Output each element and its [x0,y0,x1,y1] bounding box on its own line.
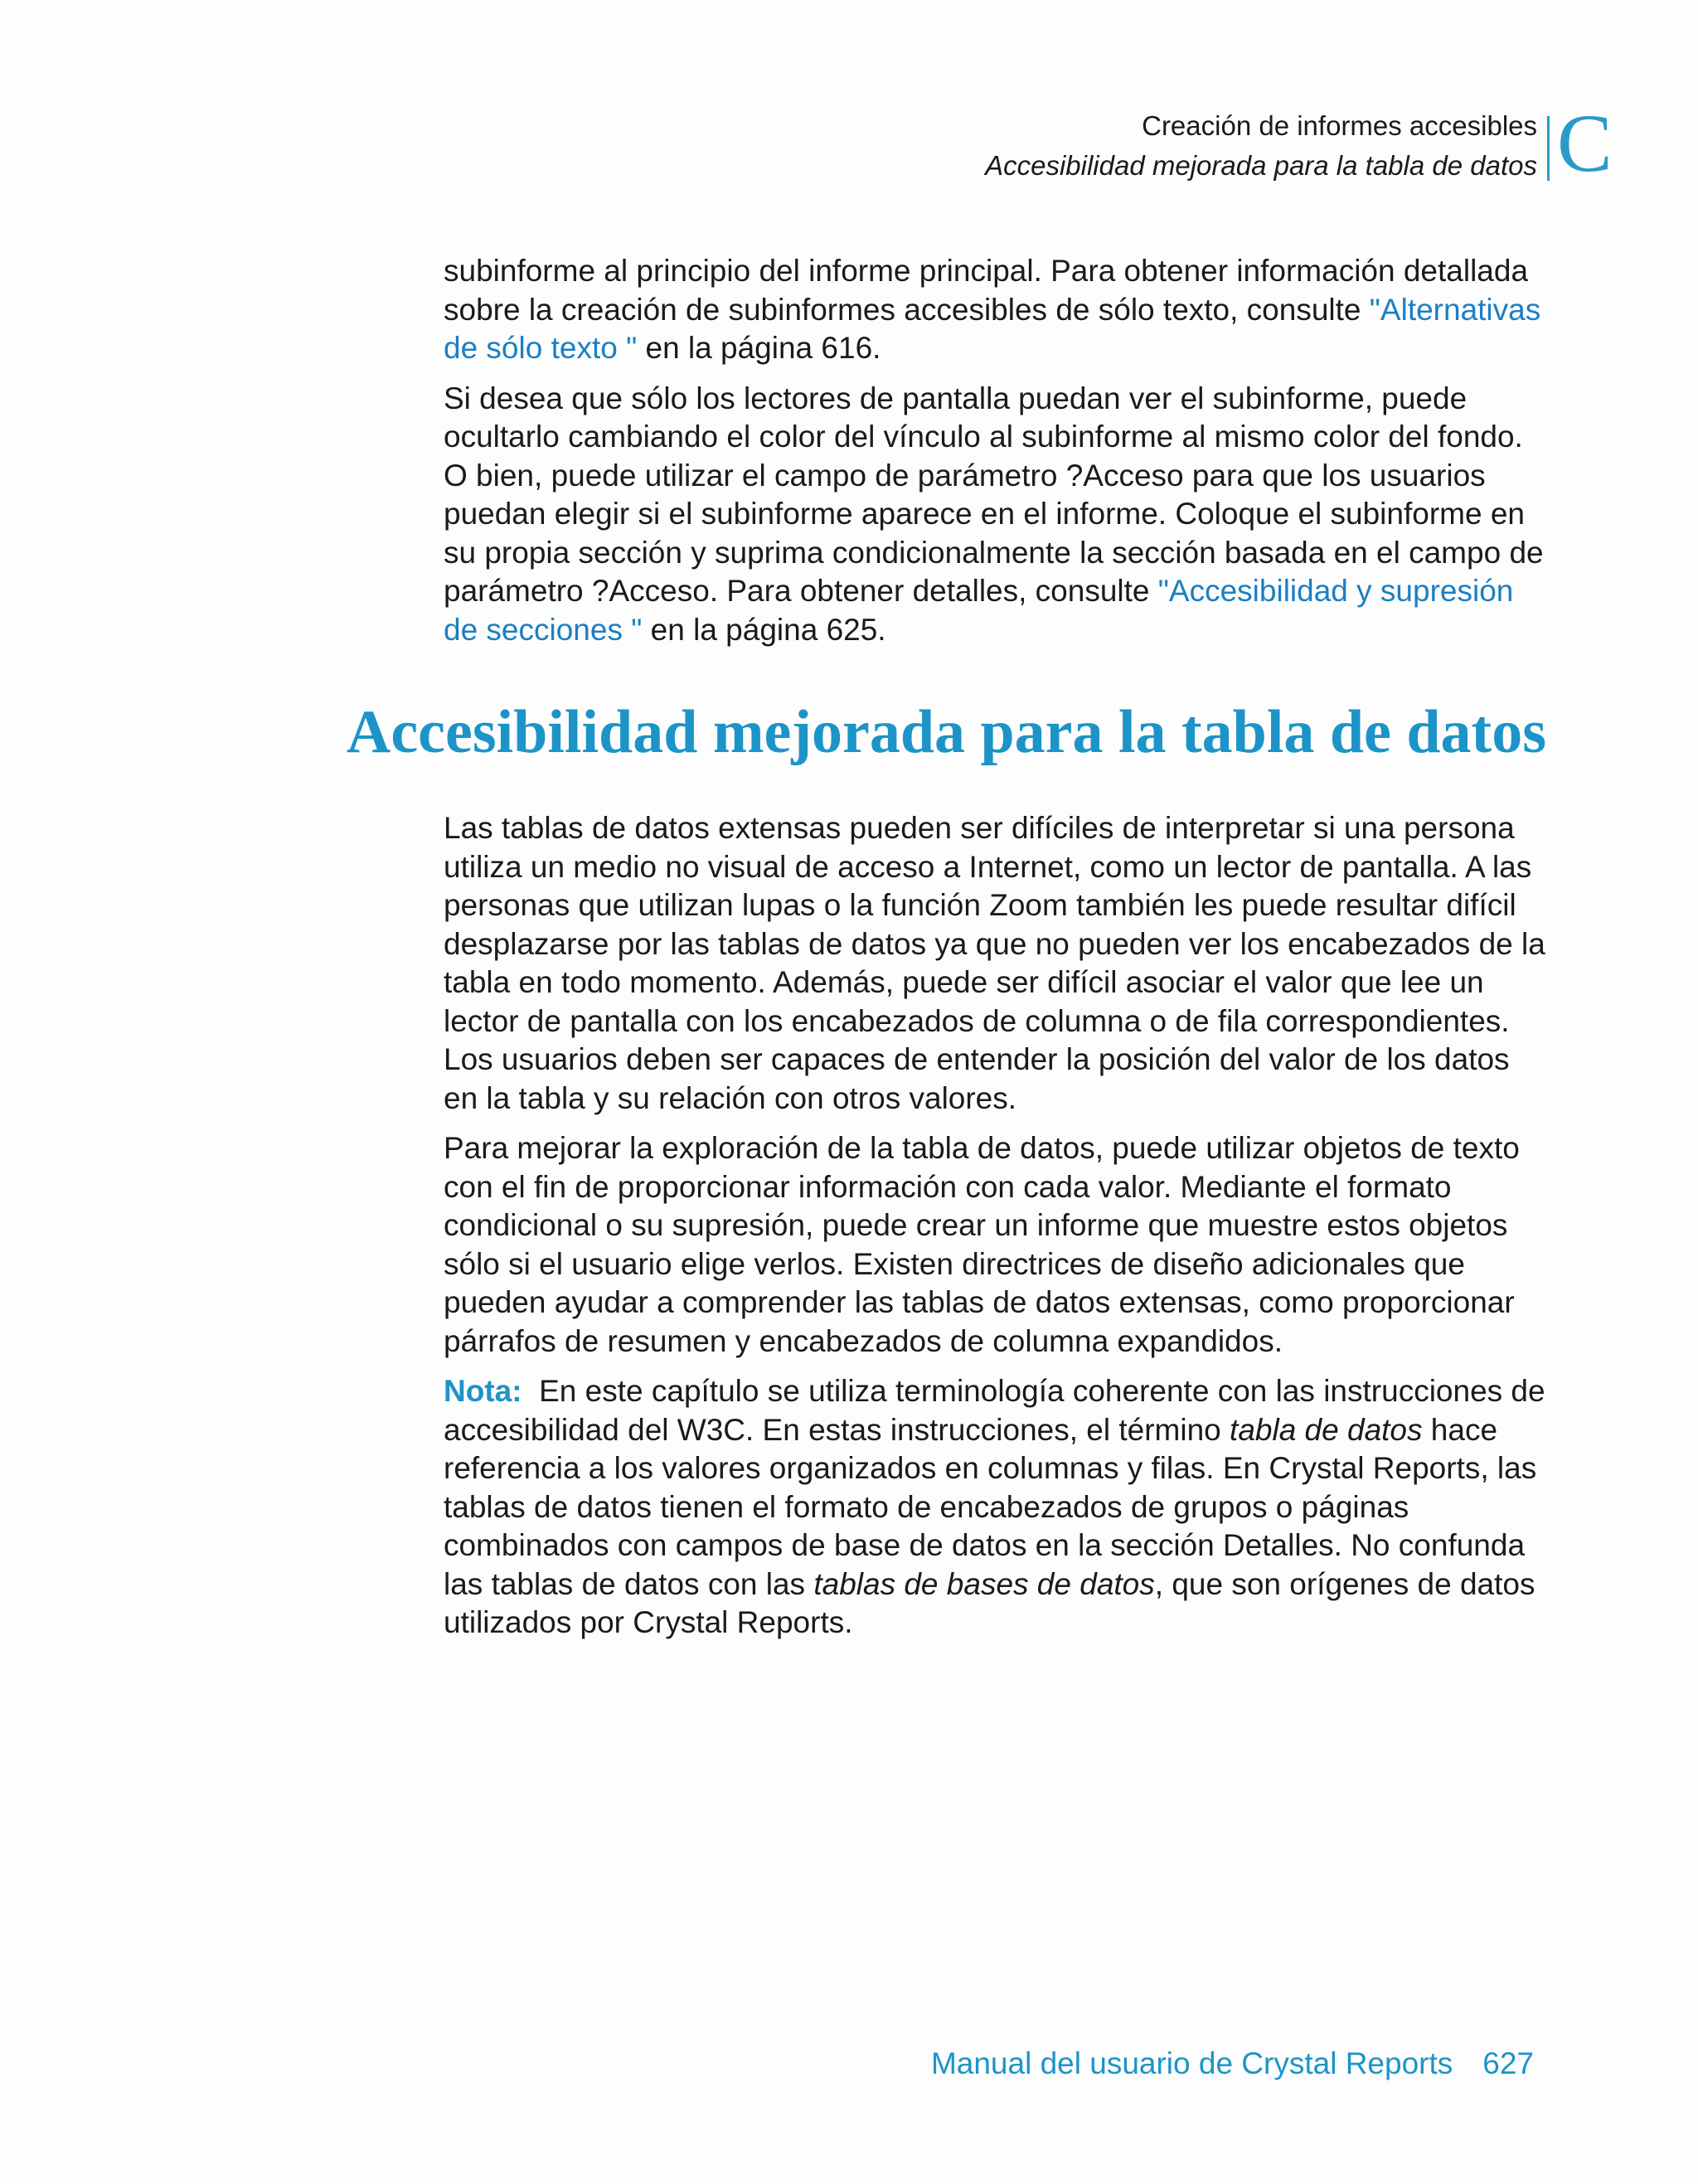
intro-paragraph-2 [444,380,1546,650]
note-text-2: hace referencia a los valores organizados en columnas y filas. En Crystal Reports, las tablas de datos tienen el formato de encabezados de grupos o páginas combinados con campos de base de datos en la sección Detalles. No confunda las tablas de datos con las [444,1412,1537,1601]
note-text-1: En este capítulo se utiliza terminología coherente con las instrucciones de accesibilidad del W3C. En estas instrucciones, el término [444,1374,1545,1447]
link-accesibilidad-supresion[interactable]: "Accesibilidad y supresión de secciones " [444,574,1514,647]
link-alternativas[interactable]: "Alternativas de sólo texto " [444,292,1541,365]
section-paragraph-1: Las tablas de datos extensas pueden ser difíciles de interpretar si una persona utiliza un medio no visual de acceso a Internet, como un lector de pantalla. A las personas que utilizan lupas o la función Zoom también les puede resultar difícil desplazarse por las tablas de datos ya que no pueden ver los encabezados de la tabla en todo momento. Además, puede ser difícil asociar el valor que lee un lector de pantalla con los encabezados de columna o de fila correspondientes. Los usuarios deben ser capaces de entender la posición del valor de los datos en la tabla y su relación con otros valores. [444,811,1545,1115]
section-paragraph-2: Para mejorar la exploración de la tabla de datos, puede utilizar objetos de texto con el fin de proporcionar información con cada valor. Mediante el formato condicional o su supresión, puede crear un informe que muestre estos objetos sólo si el usuario elige verlos. Existen directrices de diseño adicionales que pueden ayudar a comprender las tablas de datos extensas, como proporcionar párrafos de resumen y encabezados de columna expandidos. [444,1131,1520,1358]
page-number: 627 [1482,2046,1534,2080]
intro-paragraph-2-text: Si desea que sólo los lectores de pantalla puedan ver el subinforme, puede ocultarlo cambiando el color del vínculo al subinforme al mismo color del fondo. O bien, puede utilizar el campo de parámetro ?Acceso para que los usuarios puedan elegir si el subinforme aparece en el informe. Coloque el subinforme en su propia sección y suprima condicionalmente la sección basada en el campo de parámetro ?Acceso. Para obtener detalles, consulte [444,381,1544,608]
running-header [985,106,1537,186]
intro-paragraph-1-end: en la página 616. [637,331,881,365]
intro-paragraph-1-text: subinforme al principio del informe principal. Para obtener información detallada sobre la creación de subinformes accesibles de sólo texto, consulte [444,254,1529,327]
section-heading: Accesibilidad mejorada para la tabla de datos [346,698,1546,766]
note-text-3: , que son orígenes de datos utilizados por Crystal Reports. [444,1566,1535,1639]
page-footer [931,2045,1534,2083]
chapter-title: Creación de informes accesibles [1142,110,1537,141]
header-divider [1547,116,1550,181]
chapter-letter: C [1557,97,1613,189]
intro-text [444,252,1546,661]
section-title: Accesibilidad mejorada para la tabla de datos [985,150,1537,181]
intro-paragraph-2-end: en la página 625. [642,612,886,647]
section-body [444,809,1546,1654]
note-label: Nota: [444,1374,522,1408]
footer-manual-title: Manual del usuario de Crystal Reports [930,2046,1453,2080]
note-italic-term-2: tablas de bases de datos [813,1566,1155,1601]
note-italic-term-1: tabla de datos [1230,1412,1423,1447]
note-paragraph [444,1372,1546,1643]
intro-paragraph-1 [444,252,1546,368]
